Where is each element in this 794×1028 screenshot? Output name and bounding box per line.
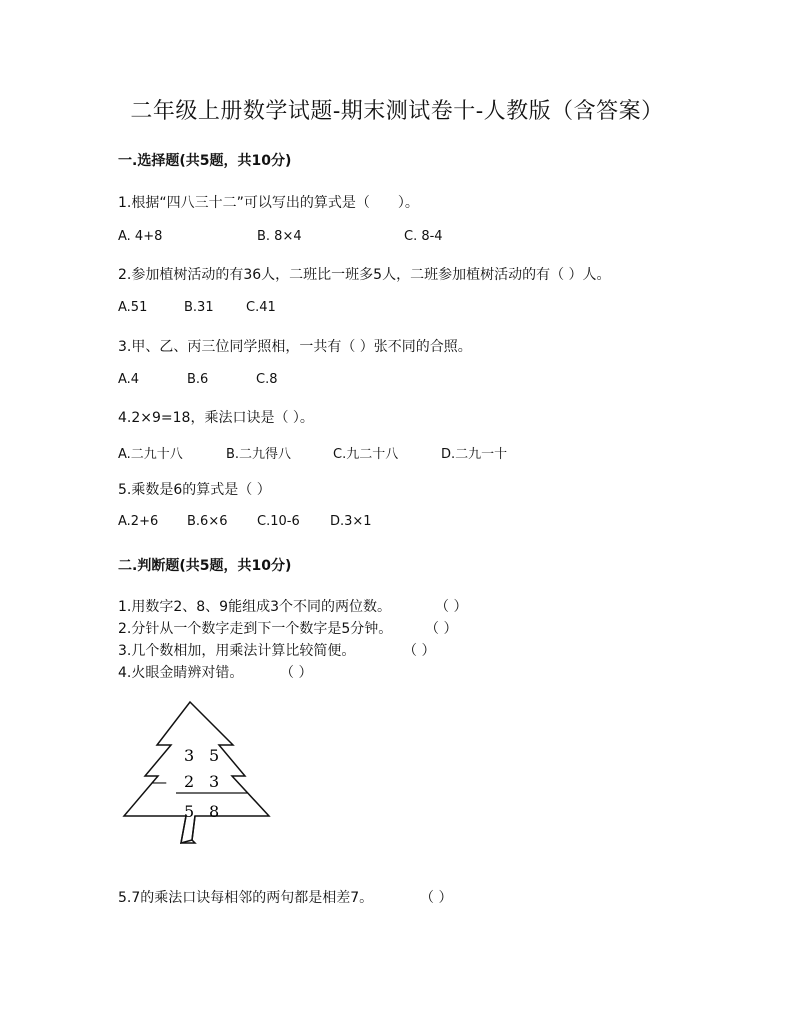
digit-result-ones: 8 bbox=[209, 802, 220, 821]
digit-row2-ones: 3 bbox=[209, 772, 220, 791]
choice-question-2: 2.参加植树活动的有36人，二班比一班多5人，二班参加植树活动的有（ ）人。 bbox=[118, 267, 611, 283]
judge-question-5: 5.7的乘法口诀每相邻的两句都是相差7。 bbox=[118, 890, 374, 906]
choice-5-option-d: D.3×1 bbox=[330, 514, 372, 529]
minus-sign: — bbox=[151, 772, 167, 791]
choice-1-option-b: B. 8×4 bbox=[257, 229, 302, 244]
judge-question-4: 4.火眼金睛辨对错。 bbox=[118, 665, 244, 681]
choice-2-option-b: B.31 bbox=[184, 300, 214, 315]
digit-row1-ones: 5 bbox=[209, 746, 220, 765]
judge-2-answer-paren: （ ） bbox=[425, 621, 458, 637]
choice-question-1: 1.根据“四八三十二”可以写出的算式是（ ）。 bbox=[118, 195, 419, 211]
judge-4-answer-paren: （ ） bbox=[280, 665, 313, 681]
choice-3-option-a: A.4 bbox=[118, 372, 140, 387]
choice-1-option-c: C. 8-4 bbox=[404, 229, 443, 244]
section-heading-choice: 一.选择题(共5题，共10分) bbox=[118, 153, 292, 169]
page-title: 二年级上册数学试题-期末测试卷十-人教版（含答案） bbox=[130, 99, 664, 124]
section-heading-judge: 二.判断题(共5题，共10分) bbox=[118, 558, 292, 574]
choice-5-option-c: C.10-6 bbox=[257, 514, 300, 529]
choice-5-option-a: A.2+6 bbox=[118, 514, 159, 529]
choice-question-4: 4.2×9=18，乘法口诀是（ ）。 bbox=[118, 410, 314, 426]
choice-4-option-d: D.二九一十 bbox=[441, 447, 508, 462]
choice-3-option-c: C.8 bbox=[256, 372, 278, 387]
choice-2-option-a: A.51 bbox=[118, 300, 148, 315]
digit-row1-tens: 3 bbox=[184, 746, 195, 765]
digit-row2-tens: 2 bbox=[184, 772, 195, 791]
judge-5-answer-paren: （ ） bbox=[420, 890, 453, 906]
digit-result-tens: 5 bbox=[184, 802, 195, 821]
choice-1-option-a: A. 4+8 bbox=[118, 229, 163, 244]
choice-question-5: 5.乘数是6的算式是（ ） bbox=[118, 482, 271, 498]
choice-3-option-b: B.6 bbox=[187, 372, 209, 387]
judge-question-2: 2.分针从一个数字走到下一个数字是5分钟。 bbox=[118, 621, 393, 637]
choice-5-option-b: B.6×6 bbox=[187, 514, 228, 529]
tree-subtraction-figure bbox=[120, 698, 275, 850]
choice-4-option-b: B.二九得八 bbox=[226, 447, 292, 462]
tree-outline bbox=[124, 702, 269, 843]
choice-4-option-c: C.九二十八 bbox=[333, 447, 399, 462]
judge-3-answer-paren: （ ） bbox=[403, 643, 436, 659]
choice-question-3: 3.甲、乙、丙三位同学照相，一共有（ ）张不同的合照。 bbox=[118, 339, 472, 355]
judge-question-1: 1.用数字2、8、9能组成3个不同的两位数。 bbox=[118, 599, 391, 615]
judge-question-3: 3.几个数相加，用乘法计算比较简便。 bbox=[118, 643, 356, 659]
choice-2-option-c: C.41 bbox=[246, 300, 276, 315]
choice-4-option-a: A.二九十八 bbox=[118, 447, 183, 462]
judge-1-answer-paren: （ ） bbox=[435, 599, 468, 615]
